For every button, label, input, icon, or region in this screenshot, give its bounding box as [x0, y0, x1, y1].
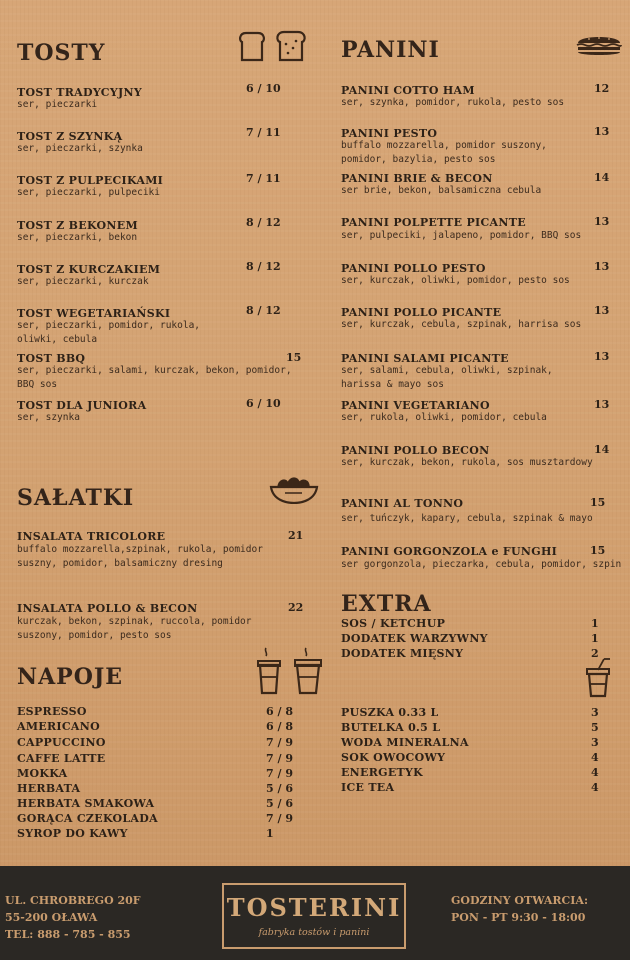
panini-name: PANINI VEGETARIANO	[341, 399, 490, 412]
panini-title: PANINI	[341, 37, 440, 63]
tost-desc: ser, pieczarki, szynka	[17, 143, 143, 154]
napoj-name: CAFFE LATTE	[17, 752, 106, 765]
drink-name: PUSZKA 0.33 L	[341, 706, 439, 719]
drink-name: ENERGETYK	[341, 766, 424, 779]
tost-price: 6 / 10	[246, 397, 281, 410]
drink-name: WODA MINERALNA	[341, 736, 469, 749]
panini-desc: ser, salami, cebula, oliwki, szpinak,	[341, 365, 553, 376]
panini-name: PANINI POLLO PESTO	[341, 262, 486, 275]
extra-price: 1	[591, 632, 599, 645]
tost-price: 7 / 11	[246, 172, 281, 185]
cold-drink-icon	[584, 658, 612, 698]
panini-price: 14	[594, 443, 610, 456]
napoj-name: MOKKA	[17, 767, 68, 780]
extra-name: DODATEK WARZYWNY	[341, 632, 488, 645]
panini-name: PANINI BRIE & BECON	[341, 172, 493, 185]
tost-desc: ser, pieczarki, pomidor, rukola,	[17, 320, 201, 331]
tost-name: TOST Z KURCZAKIEM	[17, 263, 161, 276]
panini-desc: ser, kurczak, bekon, rukola, sos musztardowy	[341, 457, 593, 468]
panini-price: 15	[590, 544, 606, 557]
panini-sandwich-icon	[575, 33, 623, 57]
salad-desc: kurczak, bekon, szpinak, ruccola, pomidor	[17, 616, 252, 627]
tost-price: 15	[286, 351, 302, 364]
panini-name: PANINI POLPETTE PICANTE	[341, 216, 526, 229]
panini-desc: ser, pulpeciki, jalapeno, pomidor, BBQ sos	[341, 230, 582, 241]
napoj-name: CAPPUCCINO	[17, 736, 106, 749]
footer-address: UL. CHROBREGO 20F	[5, 894, 141, 907]
brand-logo	[222, 883, 406, 949]
napoj-price: 6 / 8	[266, 720, 293, 733]
tost-desc: ser, pieczarki	[17, 99, 98, 110]
extra-name: SOS / KETCHUP	[341, 617, 446, 630]
salad-price: 22	[288, 601, 304, 614]
tost-desc: ser, szynka	[17, 412, 80, 423]
tost-name: TOST Z BEKONEM	[17, 219, 138, 232]
salad-desc: suszony, pomidor, pesto sos	[17, 630, 172, 641]
tost-desc: oliwki, cebula	[17, 334, 98, 345]
napoj-name: SYROP DO KAWY	[17, 827, 128, 840]
footer-postcode: 55-200 OŁAWA	[5, 911, 98, 924]
salad-bowl-icon	[268, 474, 320, 504]
salatki-title: SAŁATKI	[17, 485, 135, 511]
napoj-name: HERBATA SMAKOWA	[17, 797, 155, 810]
footer-phone: TEL: 888 - 785 - 855	[5, 928, 131, 941]
salad-name: INSALATA POLLO & BECON	[17, 602, 198, 615]
drink-price: 3	[591, 736, 599, 749]
extra-title: EXTRA	[341, 591, 432, 617]
drink-price: 3	[591, 706, 599, 719]
panini-name: PANINI SALAMI PICANTE	[341, 352, 509, 365]
panini-price: 13	[594, 125, 610, 138]
panini-desc: pomidor, bazylia, pesto sos	[341, 154, 496, 165]
napoj-price: 7 / 9	[266, 812, 293, 825]
napoj-name: HERBATA	[17, 782, 81, 795]
napoj-name: AMERICANO	[17, 720, 101, 733]
coffee-cups-icon	[254, 646, 324, 696]
panini-name: PANINI AL TONNO	[341, 497, 464, 510]
extra-price: 2	[591, 647, 599, 660]
panini-desc: ser brie, bekon, balsamiczna cebula	[341, 185, 542, 196]
napoj-price: 5 / 6	[266, 782, 293, 795]
salad-price: 21	[288, 529, 304, 542]
tost-price: 8 / 12	[246, 304, 281, 317]
tost-desc: ser, pieczarki, kurczak	[17, 276, 149, 287]
tost-desc: ser, pieczarki, bekon	[17, 232, 138, 243]
opening-hours: PON - PT 9:30 - 18:00	[451, 911, 586, 924]
drink-price: 4	[591, 751, 599, 764]
napoj-price: 7 / 9	[266, 752, 293, 765]
drink-name: ICE TEA	[341, 781, 395, 794]
tost-desc: ser, pieczarki, pulpeciki	[17, 187, 160, 198]
tost-desc: ser, pieczarki, salami, kurczak, bekon, pomidor,	[17, 365, 292, 376]
drink-price: 4	[591, 766, 599, 779]
tost-price: 7 / 11	[246, 126, 281, 139]
panini-price: 13	[594, 260, 610, 273]
panini-price: 13	[594, 350, 610, 363]
napoj-name: ESPRESSO	[17, 705, 87, 718]
panini-name: PANINI GORGONZOLA e FUNGHI	[341, 545, 558, 558]
tost-name: TOST Z SZYNKĄ	[17, 130, 123, 143]
panini-desc: harissa & mayo sos	[341, 379, 444, 390]
toast-icon	[238, 30, 310, 62]
tosty-title: TOSTY	[17, 40, 106, 66]
extra-price: 1	[591, 617, 599, 630]
salad-name: INSALATA TRICOLORE	[17, 530, 166, 543]
panini-name: PANINI POLLO PICANTE	[341, 306, 502, 319]
napoj-price: 5 / 6	[266, 797, 293, 810]
logo-tagline: fabryka tostów i panini	[258, 927, 370, 938]
panini-desc: buffalo mozzarella, pomidor suszony,	[341, 140, 547, 151]
panini-desc: ser, rukola, oliwki, pomidor, cebula	[341, 412, 547, 423]
tost-desc: BBQ sos	[17, 379, 58, 390]
napoj-price: 7 / 9	[266, 767, 293, 780]
tost-price: 8 / 12	[246, 260, 281, 273]
panini-desc: ser, szynka, pomidor, rukola, pesto sos	[341, 97, 565, 108]
drink-name: SOK OWOCOWY	[341, 751, 446, 764]
panini-name: PANINI COTTO HAM	[341, 84, 475, 97]
panini-price: 15	[590, 496, 606, 509]
panini-desc: ser, kurczak, oliwki, pomidor, pesto sos	[341, 275, 570, 286]
salad-desc: buffalo mozzarella,szpinak, rukola, pomidor	[17, 544, 263, 555]
extra-name: DODATEK MIĘSNY	[341, 647, 464, 660]
drink-price: 4	[591, 781, 599, 794]
napoje-title: NAPOJE	[17, 664, 124, 690]
tost-price: 6 / 10	[246, 82, 281, 95]
panini-price: 13	[594, 215, 610, 228]
panini-price: 14	[594, 171, 610, 184]
panini-desc: ser, kurczak, cebula, szpinak, harrisa sos	[341, 319, 582, 330]
logo-name: TOSTERINI	[226, 893, 402, 922]
napoj-price: 7 / 9	[266, 736, 293, 749]
panini-desc: ser, tuńczyk, kapary, cebula, szpinak & mayo	[341, 513, 593, 524]
napoj-price: 1	[266, 827, 274, 840]
panini-name: PANINI PESTO	[341, 127, 438, 140]
opening-hours-label: GODZINY OTWARCIA:	[451, 894, 589, 907]
panini-price: 12	[594, 82, 610, 95]
tost-name: TOST BBQ	[17, 352, 86, 365]
panini-price: 13	[594, 304, 610, 317]
tost-price: 8 / 12	[246, 216, 281, 229]
napoj-price: 6 / 8	[266, 705, 293, 718]
panini-name: PANINI POLLO BECON	[341, 444, 490, 457]
tost-name: TOST TRADYCYJNY	[17, 86, 143, 99]
drink-price: 5	[591, 721, 599, 734]
drink-name: BUTELKA 0.5 L	[341, 721, 441, 734]
salad-desc: suszny, pomidor, balsamiczny dresing	[17, 558, 223, 569]
panini-price: 13	[594, 398, 610, 411]
tost-name: TOST DLA JUNIORA	[17, 399, 147, 412]
tost-name: TOST WEGETARIAŃSKI	[17, 307, 171, 320]
napoj-name: GORĄCA CZEKOLADA	[17, 812, 158, 825]
panini-desc: ser gorgonzola, pieczarka, cebula, pomidor, szpin	[341, 559, 622, 570]
tost-name: TOST Z PULPECIKAMI	[17, 174, 164, 187]
